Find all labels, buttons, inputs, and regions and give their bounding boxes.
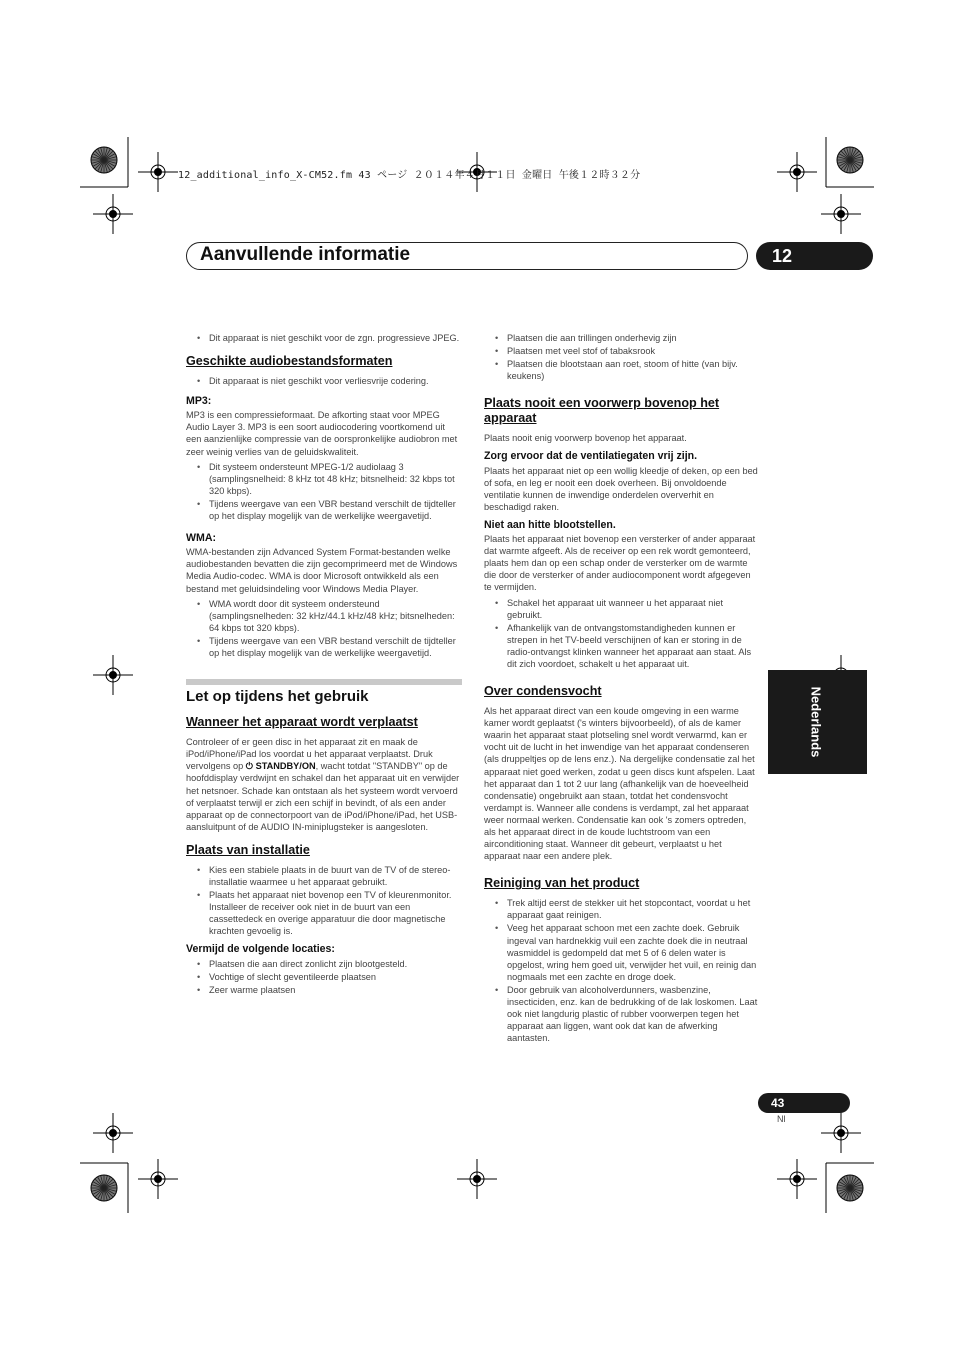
- left-column: [186, 332, 462, 1000]
- move-text: [186, 736, 462, 833]
- chapter-number: 12: [756, 242, 873, 270]
- list-item: • Dit apparaat is niet geschikt voor verliesvrije codering.: [186, 375, 462, 387]
- section-heading: Let op tijdens het gebruik: [186, 688, 369, 706]
- formats-heading: Geschikte audiobestandsformaten: [186, 354, 393, 369]
- list-item: • Veeg het apparaat schoon met een zachte doek. Gebruik ingeval van hardnekkig vuil een zachte doek die in neutraal wasmiddel is gedompeld dat met 5 of 6 delen water is opgelost, wring hem goed uit, verwijder het vuil, en reinig dan nogmaals met een zachte en droge doek.: [484, 922, 758, 982]
- mp3-heading: MP3:: [186, 395, 212, 408]
- list-item: • Zeer warme plaatsen: [186, 984, 462, 996]
- list-item: • Plaatsen die blootstaan aan roet, stoom of hitte (van bijv. keukens): [484, 358, 758, 382]
- list-item: • Vochtige of slecht geventileerde plaatsen: [186, 971, 462, 983]
- never-heading: Plaats nooit een voorwerp bovenop het apparaat: [484, 396, 720, 426]
- mp3-text: MP3 is een compressieformaat. De afkorting staat voor MPEG Audio Layer 3. MP3 is een soort audiocodering voortkomend uit een aanzienlijke compressie van de oorspronkelijke audiobron met zeer weinig verlies van de geluidskwaliteit.: [186, 410, 458, 457]
- heat-text: Plaats het apparaat niet bovenop een versterker of ander apparaat dat warmte afgeeft. Als de receiver op een rek wordt gemonteerd, plaats hem dan op een schap onder de versterker om de warmte die door de versterker of ander audiocomponent wordt afgegeven te vermijden.: [484, 534, 756, 593]
- language-code: Nl: [777, 1114, 786, 1124]
- standby-button-label: ⏻ STANDBY/ON: [245, 761, 316, 772]
- never-text: Plaats nooit enig voorwerp bovenop het apparaat.: [484, 433, 687, 444]
- list-item: • Plaatsen met veel stof of tabaksrook: [484, 345, 758, 357]
- install-heading: Plaats van installatie: [186, 842, 310, 857]
- list-item: • Trek altijd eerst de stekker uit het stopcontact, voordat u het apparaat gaat reinigen.: [484, 897, 758, 921]
- cleaning-heading: Reiniging van het product: [484, 876, 640, 891]
- vent-text: Plaats het apparaat niet op een wollig kleedje of deken, op een bed of sofa, en leg er nooit een doek overheen. Bij onvoldoende ventilatie kunnen de inwendige onderdelen oververhit en beschadigd raken.: [484, 465, 758, 512]
- formats-list: [186, 375, 462, 387]
- condensation-text: Als het apparaat direct van een koude omgeving in een warme kamer wordt geplaatst ('s winters bijvoorbeeld), of als de kamer waarin het apparaat staat plotseling snel wordt verwarmd, kan er vocht uit de lucht in het inwendige van het apparaat condenseren (als druppeltjes op de lens enz.). Na dergelijke condensatie zal het apparaat niet goed werken, zodat u geen discs kunt afspelen. Laat het apparaat dan 1 tot 2 uur lang (afhankelijk van de hoeveelheid condensatie) ongebruikt aan staan, totdat het condensvocht verdampt is. Wanneer alle condens is verdampt, zal het apparaat weer normaal werken. Condensatie kan ook 's zomers optreden, als het apparaat direct in de koude luchtstroom van een airconditioning staat. Wanneer dit gebeurt, verplaatst u het apparaat naar een andere plek.: [484, 706, 755, 862]
- move-heading: Wanneer het apparaat wordt verplaatst: [186, 715, 418, 730]
- list-item: • Kies een stabiele plaats in de buurt van de TV of de stereo-installatie waarmee u het apparaat gebruikt.: [186, 864, 462, 888]
- page-number: 43: [758, 1093, 850, 1113]
- heat-list: [484, 597, 758, 671]
- list-item: • Tijdens weergave van een VBR bestand verschilt de tijdteller op het display mogelijk van de werkelijke weergavetijd.: [186, 498, 462, 522]
- move-text-part-a: Controleer of er geen disc in het apparaat zit en maak de iPod/iPhone/iPad los voordat u het apparaat verplaatst. Druk vervolgens op: [186, 737, 433, 772]
- wma-list: [186, 598, 462, 659]
- heat-heading: Niet aan hitte blootstellen.: [484, 518, 616, 531]
- list-item: • Afhankelijk van de ontvangstomstandigheden kunnen er strepen in het TV-beeld verschijnen of kan er storing in de radio-ontvangst klinken wanneer het apparaat aan staat. Als dit zich voordoet, schakelt u het apparaat uit.: [484, 622, 758, 670]
- page-title: Aanvullende informatie: [200, 244, 411, 265]
- list-item: • Door gebruik van alcoholverdunners, wasbenzine, insecticiden, enz. kan de bedrukking of de lak loskomen. Laat ook niet langdurig plastic of rubber voorwerpen tegen het apparaat aan liggen, want ook dat kan de afwerking aantasten.: [484, 984, 758, 1044]
- list-item: • Schakel het apparaat uit wanneer u het apparaat niet gebruikt.: [484, 597, 758, 621]
- list-item: • Plaatsen die aan direct zonlicht zijn blootgesteld.: [186, 958, 462, 970]
- wma-heading: WMA:: [186, 532, 217, 545]
- header-bar: [186, 242, 748, 270]
- wma-text: WMA-bestanden zijn Advanced System Format-bestanden welke audiobestanden bevatten die zijn gecomprimeerd met de Windows Media Audio-codec. WMA is door Microsoft ontwikkeld als een bestand met geluidsindeling voor Windows Media Player.: [186, 547, 458, 594]
- install-list: [186, 864, 462, 938]
- right-column: [484, 332, 758, 1048]
- list-item: • WMA wordt door dit systeem ondersteund (samplingsnelheden: 32 kHz/44.1 kHz/48 kHz; bitsnelheden: 64 kbps tot 320 kbps).: [186, 598, 462, 634]
- cleaning-list: [484, 897, 758, 1044]
- avoid-list: [186, 958, 462, 996]
- vent-heading: Zorg ervoor dat de ventilatiegaten vrij zijn.: [484, 450, 698, 463]
- list-item: • Tijdens weergave van een VBR bestand verschilt de tijdteller op het display mogelijk van de werkelijke weergavetijd.: [186, 635, 462, 659]
- list-item: • Dit systeem ondersteunt MPEG-1/2 audiolaag 3 (samplingsnelheid: 8 kHz tot 48 kHz; bitsnelheid: 32 kbps tot 320 kbps).: [186, 461, 462, 497]
- list-item: • Plaats het apparaat niet bovenop een TV of kleurenmonitor. Installeer de receiver ook niet in de buurt van een cassettedeck en overige apparatuur die door magnetische krachten gevoelig is.: [186, 889, 462, 937]
- section-rule: [186, 679, 462, 685]
- avoid-heading: Vermijd de volgende locaties:: [186, 943, 335, 956]
- move-text-part-b: , wacht totdat "STANDBY" op de hoofddisplay verdwijnt en schakel dan het apparaat uit en verwijder het netsnoer. Schade kan ontstaan als het systeem wordt vervoerd of verplaatst terwijl er zich een schijf in bevindt, of als een ander apparaat op de connectorpoort van de iPod/iPhone/iPad, het USB-aansluitpunt of de AUDIO IN-miniplugsteker is aangesloten.: [186, 761, 460, 832]
- language-side-tab: [768, 670, 867, 774]
- locations-list: [484, 332, 758, 382]
- condensation-heading: Over condensvocht: [484, 684, 602, 699]
- list-item: • Dit apparaat is niet geschikt voor de zgn. progressieve JPEG.: [186, 332, 462, 344]
- intro-list: [186, 332, 462, 344]
- file-info: 12_additional_info_X-CM52.fm 43 ページ ２０１４年４月１１日 金曜日 午後１２時３２分: [178, 170, 641, 181]
- list-item: • Plaatsen die aan trillingen onderhevig zijn: [484, 332, 758, 344]
- mp3-list: [186, 461, 462, 522]
- side-tab-label: Nederlands: [808, 686, 824, 758]
